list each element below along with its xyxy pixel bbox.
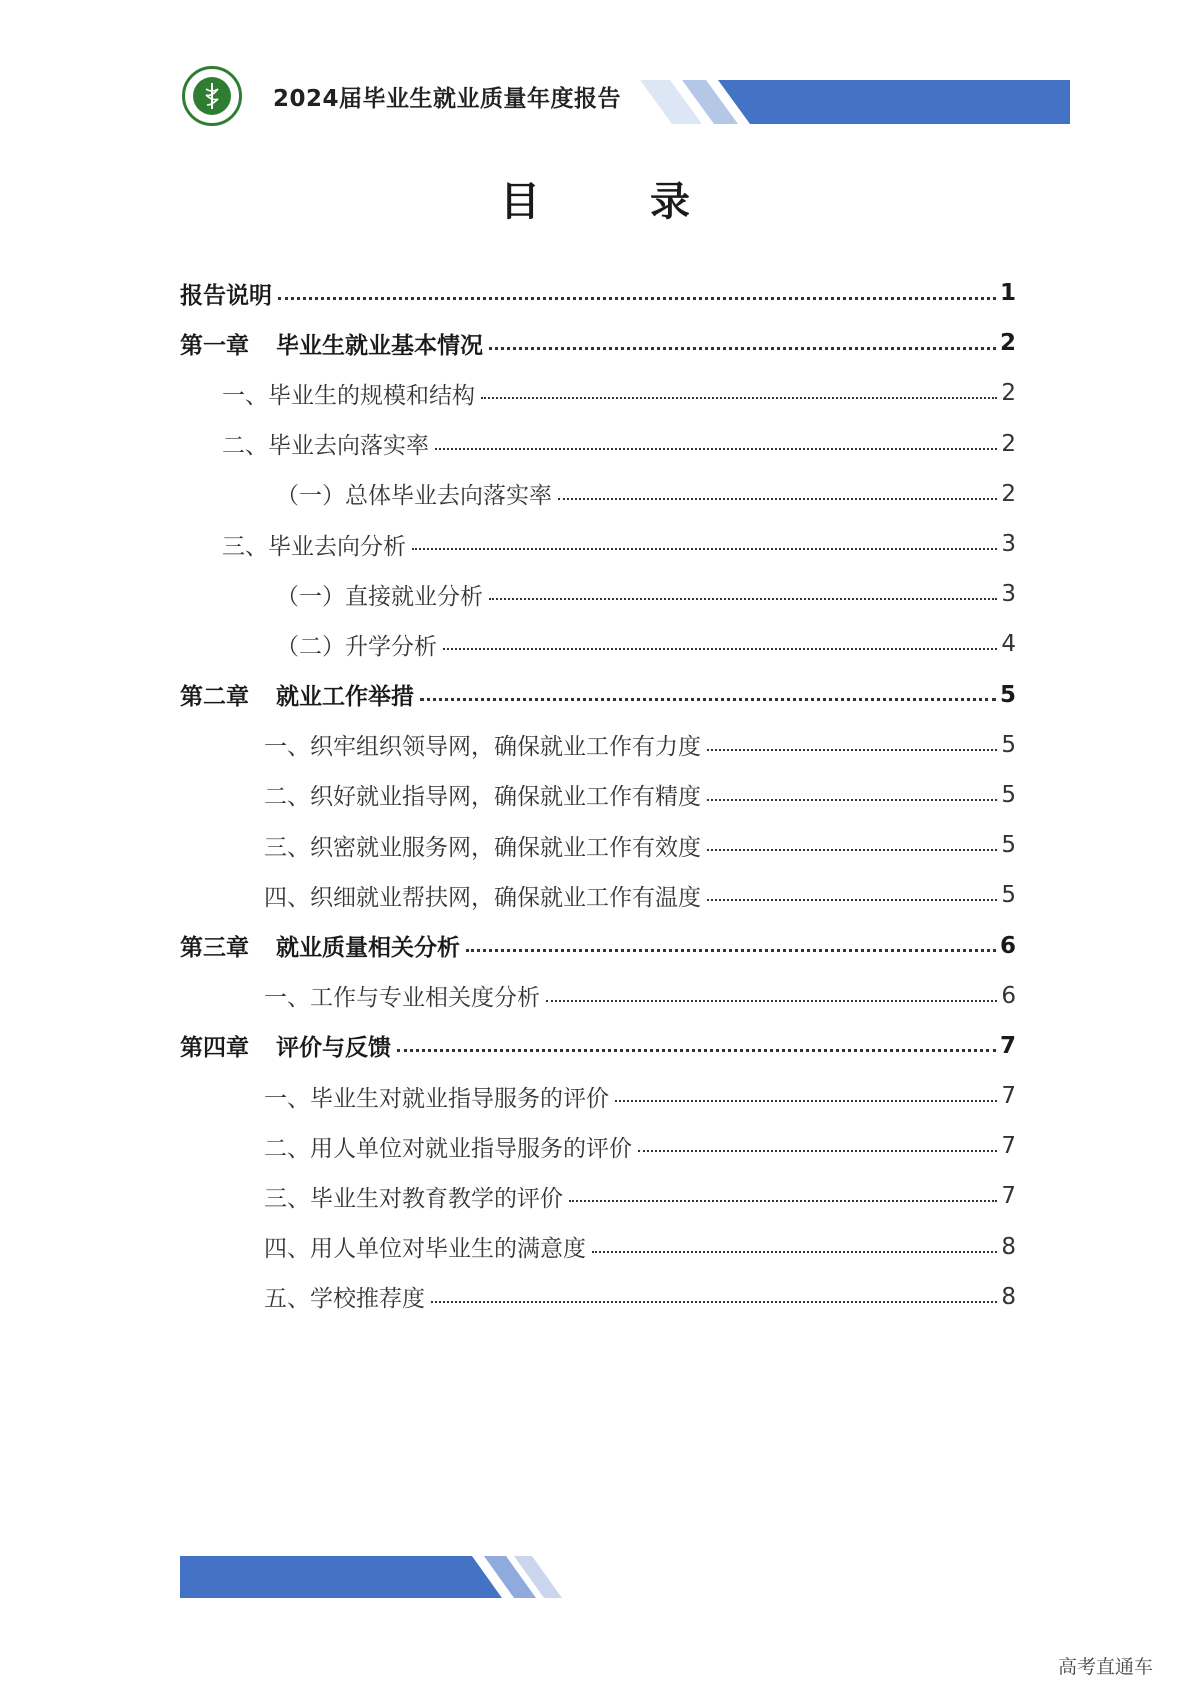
toc-page-number: 8	[1001, 1233, 1016, 1260]
toc-chapter-number: 第一章	[180, 332, 249, 359]
toc-page-number: 3	[1001, 531, 1016, 558]
toc-entry-label	[276, 628, 437, 661]
toc-entry-text: 四、用人单位对毕业生的满意度	[264, 1236, 586, 1263]
toc-entry-label	[222, 377, 475, 410]
toc-page-number: 2	[999, 330, 1016, 357]
toc-dot-leader	[397, 1049, 996, 1052]
toc-entry-label	[264, 778, 701, 811]
toc-entry-label	[276, 578, 483, 611]
toc-page-number: 8	[1001, 1283, 1016, 1310]
table-of-contents	[180, 268, 1016, 1322]
report-title: 2024届毕业生就业质量年度报告	[273, 86, 622, 112]
toc-dot-leader	[592, 1251, 997, 1253]
toc-page-number: 1	[999, 280, 1016, 307]
toc-entry[interactable]	[180, 1222, 1016, 1272]
toc-entry[interactable]	[180, 1071, 1016, 1121]
toc-dot-leader	[707, 799, 997, 801]
toc-entry[interactable]	[180, 1021, 1016, 1071]
toc-entry[interactable]	[180, 268, 1016, 318]
toc-page-number: 5	[999, 681, 1016, 708]
toc-entry-text: 三、毕业生对教育教学的评价	[264, 1185, 563, 1212]
toc-page-number: 2	[1001, 480, 1016, 507]
toc-entry[interactable]	[180, 1171, 1016, 1221]
toc-page-number: 6	[999, 932, 1016, 959]
toc-entry-text: 三、织密就业服务网，确保就业工作有效度	[264, 834, 701, 861]
toc-entry-label	[264, 1130, 632, 1163]
toc-entry-text: 报告说明	[180, 282, 272, 309]
toc-entry-label	[180, 327, 483, 360]
toc-dot-leader	[638, 1150, 997, 1152]
toc-entry[interactable]	[180, 519, 1016, 569]
toc-entry-label	[276, 477, 552, 510]
toc-dot-leader	[707, 899, 997, 901]
toc-entry-text: 毕业生就业基本情况	[276, 332, 483, 359]
toc-dot-leader	[546, 1000, 997, 1002]
toc-entry-text: 一、毕业生的规模和结构	[222, 382, 475, 409]
toc-entry[interactable]	[180, 971, 1016, 1021]
toc-entry-text: 三、毕业去向分析	[222, 533, 406, 560]
toc-page-number: 7	[999, 1032, 1016, 1059]
toc-entry-text: （一）总体毕业去向落实率	[276, 483, 552, 510]
toc-page-number: 4	[1001, 631, 1016, 658]
toc-dot-leader	[707, 749, 997, 751]
toc-entry-label	[264, 829, 701, 862]
toc-page-number: 7	[1001, 1183, 1016, 1210]
toc-entry-label	[180, 277, 272, 310]
toc-entry[interactable]	[180, 419, 1016, 469]
toc-entry[interactable]	[180, 1121, 1016, 1171]
toc-page-number: 5	[1001, 882, 1016, 909]
toc-page-number: 5	[1001, 781, 1016, 808]
toc-entry-label	[264, 728, 701, 761]
toc-entry-label	[222, 528, 406, 561]
toc-entry[interactable]	[180, 318, 1016, 368]
toc-dot-leader	[443, 648, 997, 650]
logo-emblem	[193, 77, 231, 115]
toc-entry-text: 一、毕业生对就业指导服务的评价	[264, 1085, 609, 1112]
toc-page-number: 7	[1001, 1083, 1016, 1110]
toc-dot-leader	[481, 397, 997, 399]
toc-page-number: 6	[1001, 982, 1016, 1009]
toc-entry[interactable]	[180, 1272, 1016, 1322]
toc-entry-label	[264, 879, 701, 912]
toc-chapter-number: 第二章	[180, 684, 249, 711]
toc-entry[interactable]	[180, 920, 1016, 970]
footer-stripe-decoration	[180, 1556, 580, 1598]
toc-entry[interactable]	[180, 368, 1016, 418]
toc-dot-leader	[431, 1301, 997, 1303]
toc-heading: 目 录	[500, 178, 738, 225]
toc-entry-text: 评价与反馈	[276, 1035, 391, 1062]
toc-dot-leader	[558, 498, 997, 500]
toc-dot-leader	[412, 548, 997, 550]
toc-dot-leader	[435, 448, 997, 450]
toc-dot-leader	[278, 297, 996, 300]
toc-entry[interactable]	[180, 619, 1016, 669]
toc-dot-leader	[489, 598, 997, 600]
toc-dot-leader	[489, 347, 996, 350]
toc-chapter-number: 第三章	[180, 935, 249, 962]
toc-entry-text: 就业质量相关分析	[276, 935, 460, 962]
toc-page-number: 5	[1001, 731, 1016, 758]
toc-entry-text: 一、工作与专业相关度分析	[264, 985, 540, 1012]
toc-entry-text: （二）升学分析	[276, 633, 437, 660]
toc-entry-label	[264, 1080, 609, 1113]
toc-entry[interactable]	[180, 670, 1016, 720]
toc-entry-text: 就业工作举措	[276, 684, 414, 711]
toc-entry[interactable]	[180, 569, 1016, 619]
toc-entry-label	[180, 929, 460, 962]
toc-entry-label	[264, 1280, 425, 1313]
toc-entry-text: 二、毕业去向落实率	[222, 433, 429, 460]
toc-page-number: 2	[1001, 380, 1016, 407]
toc-page-number: 5	[1001, 832, 1016, 859]
toc-entry-text: （一）直接就业分析	[276, 583, 483, 610]
toc-page-number: 3	[1001, 581, 1016, 608]
toc-entry-text: 一、织牢组织领导网，确保就业工作有力度	[264, 734, 701, 761]
toc-dot-leader	[569, 1200, 997, 1202]
toc-entry-label	[180, 1029, 391, 1062]
toc-dot-leader	[707, 849, 997, 851]
toc-entry[interactable]	[180, 469, 1016, 519]
toc-entry[interactable]	[180, 770, 1016, 820]
toc-page-number: 7	[1001, 1133, 1016, 1160]
toc-entry-label	[264, 979, 540, 1012]
toc-entry-text: 四、织细就业帮扶网，确保就业工作有温度	[264, 884, 701, 911]
toc-entry-label	[222, 427, 429, 460]
toc-dot-leader	[466, 949, 996, 952]
toc-entry[interactable]	[180, 720, 1016, 770]
toc-entry-text: 二、织好就业指导网，确保就业工作有精度	[264, 784, 701, 811]
page-header	[0, 0, 1190, 130]
toc-entry-label	[264, 1230, 586, 1263]
toc-entry-label	[180, 678, 414, 711]
toc-chapter-number: 第四章	[180, 1035, 249, 1062]
toc-dot-leader	[420, 698, 996, 701]
toc-entry-text: 二、用人单位对就业指导服务的评价	[264, 1135, 632, 1162]
toc-page-number: 2	[1001, 430, 1016, 457]
toc-entry-text: 五、学校推荐度	[264, 1286, 425, 1313]
toc-entry[interactable]	[180, 820, 1016, 870]
toc-dot-leader	[615, 1100, 997, 1102]
university-logo	[182, 66, 242, 126]
toc-entry[interactable]	[180, 870, 1016, 920]
header-stripe-decoration	[640, 80, 1070, 125]
caduceus-icon	[201, 81, 223, 111]
watermark: 高考直通车	[1058, 1656, 1154, 1678]
toc-entry-label	[264, 1180, 563, 1213]
